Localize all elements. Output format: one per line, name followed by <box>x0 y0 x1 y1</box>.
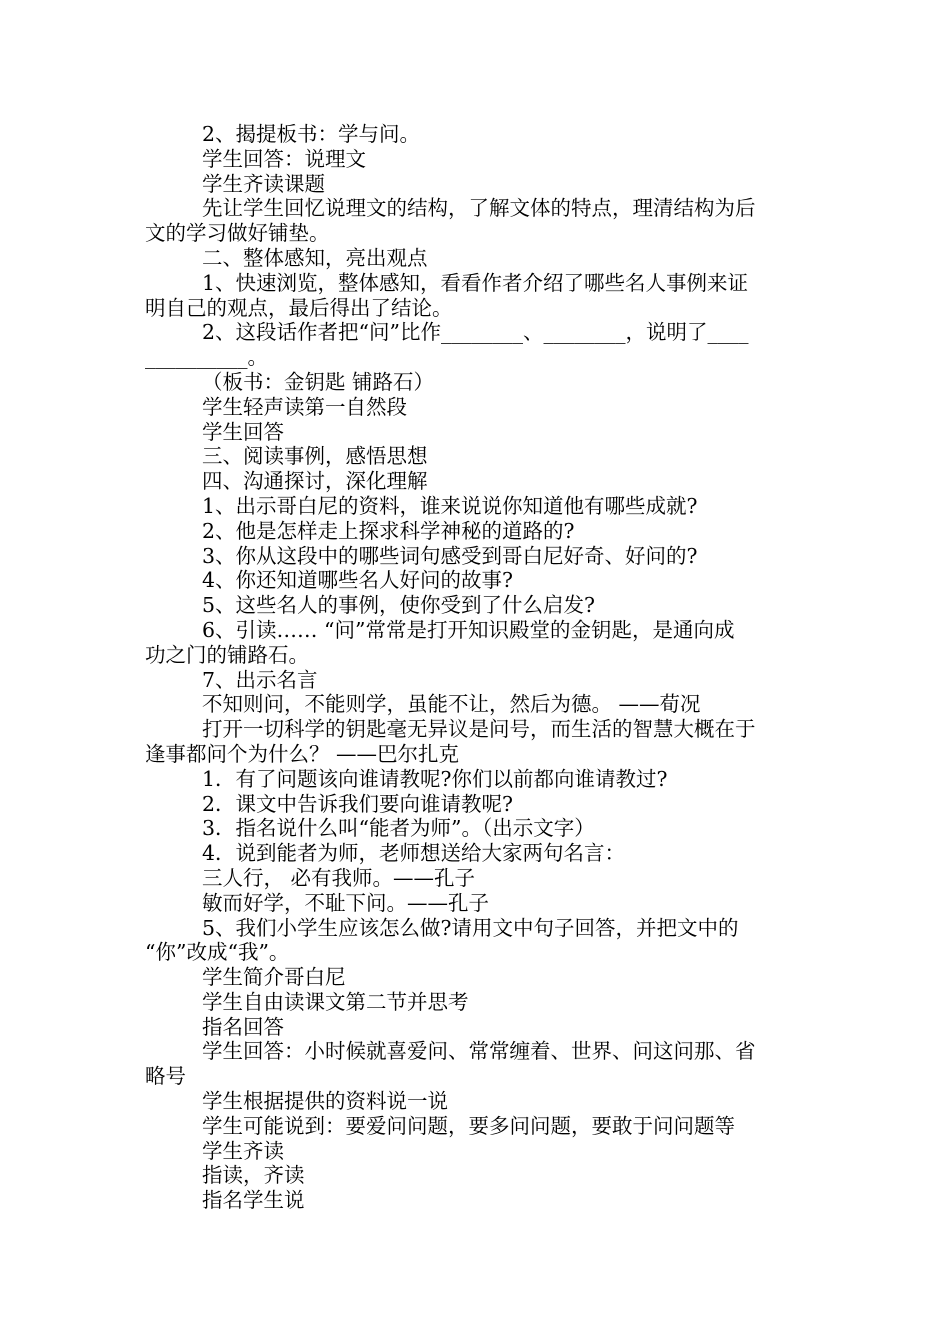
text-line: 2、揭提板书：学与问。 <box>202 122 421 146</box>
text-line: 7、出示名言 <box>202 667 318 692</box>
quote-line: 不知则问，不能则学，虽能不让，然后为德。 ——荀况 <box>202 692 701 717</box>
section-heading: 三、阅读事例，感悟思想 <box>202 444 428 469</box>
text-line: 指名学生说 <box>202 1188 305 1213</box>
text-line: 1、快速浏览，整体感知，看看作者介绍了哪些名人事例来证 <box>202 270 749 295</box>
text-line: 6、引读…… “问”常常是打开知识殿堂的金钥匙，是通向成 <box>202 617 735 642</box>
text-line: 学生回答 <box>202 419 284 444</box>
text-line: 2、这段话作者把“问”比作________、________，说明了____ <box>202 320 749 345</box>
text-line: 学生轻声读第一自然段 <box>202 394 407 419</box>
quote-line: 三人行， 必有我师。——孔子 <box>202 865 476 890</box>
text-line: 3．指名说什么叫“能者为师”。（出示文字） <box>202 816 595 841</box>
text-line: 2．课文中告诉我们要向谁请教呢? <box>202 791 514 816</box>
text-line: 5、我们小学生应该怎么做?请用文中句子回答，并把文中的 <box>202 915 739 940</box>
quote-line: 打开一切科学的钥匙毫无异议是问号，而生活的智慧大概在于 <box>202 717 756 742</box>
quote-line: 逢事都问个为什么？ ——巴尔扎克 <box>145 741 460 766</box>
text-line: 学生齐读 <box>202 1138 284 1163</box>
section-heading: 二、整体感知，亮出观点 <box>202 245 428 270</box>
text-line: 明自己的观点，最后得出了结论。 <box>145 295 453 320</box>
text-line: 2、他是怎样走上探求科学神秘的道路的? <box>202 518 575 543</box>
text-line: 指名回答 <box>202 1014 284 1039</box>
text-line: 学生回答：小时候就喜爱问、常常缠着、世界、问这问那、省 <box>202 1039 756 1064</box>
text-line: 学生简介哥白尼 <box>202 965 346 990</box>
text-line: 3、你从这段中的哪些词句感受到哥白尼好奇、好问的? <box>202 543 698 568</box>
text-line: 学生可能说到：要爱问问题，要多问问题，要敢于问问题等 <box>202 1113 735 1138</box>
text-line: 略号 <box>145 1064 186 1089</box>
section-heading: 四、沟通探讨，深化理解 <box>202 469 428 494</box>
text-line: 学生回答：说理文 <box>202 146 366 171</box>
text-line: __________。 <box>145 345 268 370</box>
text-line: 学生齐读课题 <box>202 171 325 196</box>
document-body <box>145 122 810 1213</box>
text-line: 5、这些名人的事例，使你受到了什么启发? <box>202 593 596 618</box>
text-line: 先让学生回忆说理文的结构，了解文体的特点，理清结构为后 <box>202 196 756 221</box>
text-line: （板书：金钥匙 铺路石） <box>202 369 435 394</box>
text-line: 指读，齐读 <box>202 1163 305 1188</box>
quote-line: 敏而好学，不耻下问。——孔子 <box>202 890 489 915</box>
text-line: 学生根据提供的资料说一说 <box>202 1089 448 1114</box>
text-line: 4、你还知道哪些名人好问的故事? <box>202 568 514 593</box>
text-line: 文的学习做好铺垫。 <box>145 221 330 246</box>
text-line: 学生自由读课文第二节并思考 <box>202 989 469 1014</box>
text-line: “你”改成“我”。 <box>145 940 290 965</box>
text-line: 功之门的铺路石。 <box>145 642 309 667</box>
text-line: 4．说到能者为师，老师想送给大家两句名言： <box>202 841 626 866</box>
text-line: 1．有了问题该向谁请教呢?你们以前都向谁请教过? <box>202 766 668 791</box>
text-line: 1、出示哥白尼的资料，谁来说说你知道他有哪些成就? <box>202 493 698 518</box>
